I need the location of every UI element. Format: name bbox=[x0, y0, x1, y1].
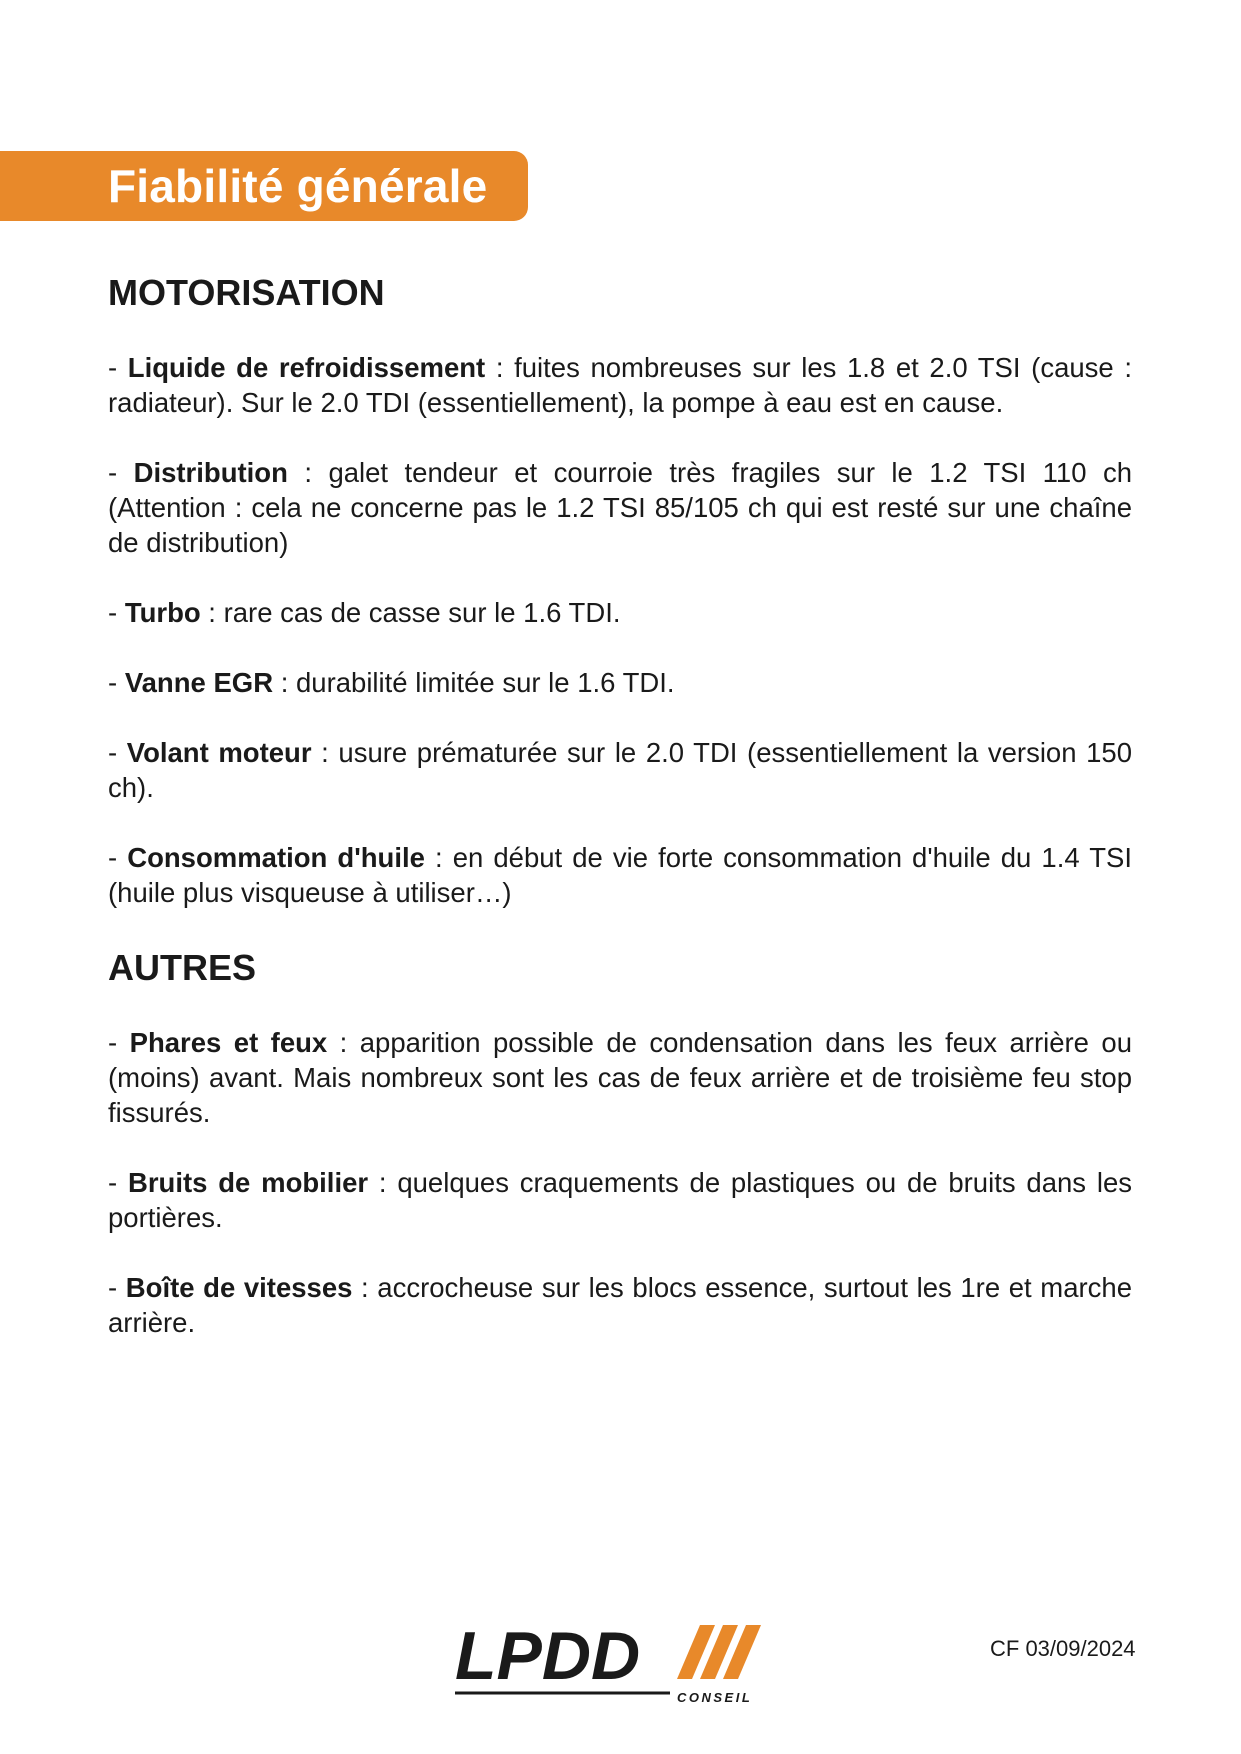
list-item: - Volant moteur : usure prématurée sur le 2.0 TDI (essentiellement la version 150 ch). bbox=[108, 737, 1132, 803]
item-text: quelques craquements de plastiques ou de bruits dans les portières. bbox=[108, 1167, 1132, 1233]
item-label: Distribution bbox=[133, 457, 288, 488]
lpdd-logo bbox=[455, 1615, 791, 1711]
item-text: durabilité limitée sur le 1.6 TDI. bbox=[295, 667, 675, 698]
item-label: Boîte de vitesses bbox=[125, 1272, 353, 1303]
list-item: - Consommation d'huile : en début de vie forte consommation d'huile du 1.4 TSI (huile plus visqueuse à utiliser…) bbox=[108, 842, 1132, 908]
document-content bbox=[108, 270, 1132, 1375]
item-text: accrocheuse sur les blocs essence, surtout les 1re et marche arrière. bbox=[108, 1272, 1132, 1338]
item-label: Liquide de refroidissement bbox=[127, 352, 486, 383]
item-label: Bruits de mobilier bbox=[127, 1167, 369, 1198]
title-banner bbox=[0, 151, 528, 221]
section-heading-autres: AUTRES bbox=[108, 947, 257, 988]
item-label: Volant moteur bbox=[126, 737, 312, 768]
item-text: fuites nombreuses sur les 1.8 et 2.0 TSI (cause : radiateur). Sur le 2.0 TDI (essentiellement), la pompe à eau est en cause. bbox=[108, 352, 1132, 418]
list-item: - Turbo : rare cas de casse sur le 1.6 TDI. bbox=[108, 597, 621, 628]
logo-subtext: CONSEIL bbox=[677, 1690, 753, 1705]
list-item: - Phares et feux : apparition possible de condensation dans les feux arrière ou (moins) avant. Mais nombreux sont les cas de feux arrière et de troisième feu stop fissurés. bbox=[108, 1027, 1132, 1128]
section-heading-motorisation: MOTORISATION bbox=[108, 272, 385, 313]
item-label: Consommation d'huile bbox=[127, 842, 425, 873]
item-text: galet tendeur et courroie très fragiles sur le 1.2 TSI 110 ch (Attention : cela ne concerne pas le 1.2 TSI 85/105 ch qui est resté sur une chaîne de distribution) bbox=[108, 457, 1132, 558]
item-label: Vanne EGR bbox=[124, 667, 274, 698]
item-label: Turbo bbox=[124, 597, 201, 628]
item-text: en début de vie forte consommation d'huile du 1.4 TSI (huile plus visqueuse à utiliser…) bbox=[108, 842, 1132, 908]
document-date: CF 03/09/2024 bbox=[990, 1636, 1136, 1661]
logo-text: LPDD bbox=[455, 1618, 641, 1694]
item-text: apparition possible de condensation dans les feux arrière ou (moins) avant. Mais nombreux sont les cas de feux arrière et de troisième feu stop fissurés. bbox=[108, 1027, 1132, 1128]
list-item: - Vanne EGR : durabilité limitée sur le 1.6 TDI. bbox=[108, 667, 675, 698]
list-item: - Liquide de refroidissement : fuites nombreuses sur les 1.8 et 2.0 TSI (cause : radiateur). Sur le 2.0 TDI (essentiellement), la pompe à eau est en cause. bbox=[108, 352, 1132, 418]
item-label: Phares et feux bbox=[129, 1027, 328, 1058]
list-item: - Bruits de mobilier : quelques craquements de plastiques ou de bruits dans les portières. bbox=[108, 1167, 1132, 1233]
item-text: rare cas de casse sur le 1.6 TDI. bbox=[223, 597, 621, 628]
list-item: - Boîte de vitesses : accrocheuse sur les blocs essence, surtout les 1re et marche arrière. bbox=[108, 1272, 1132, 1338]
list-item: - Distribution : galet tendeur et courroie très fragiles sur le 1.2 TSI 110 ch (Attention : cela ne concerne pas le 1.2 TSI 85/105 ch qui est resté sur une chaîne de distribution) bbox=[108, 457, 1132, 558]
item-text: usure prématurée sur le 2.0 TDI (essentiellement la version 150 ch). bbox=[108, 737, 1132, 803]
page-title: Fiabilité générale bbox=[108, 160, 488, 212]
